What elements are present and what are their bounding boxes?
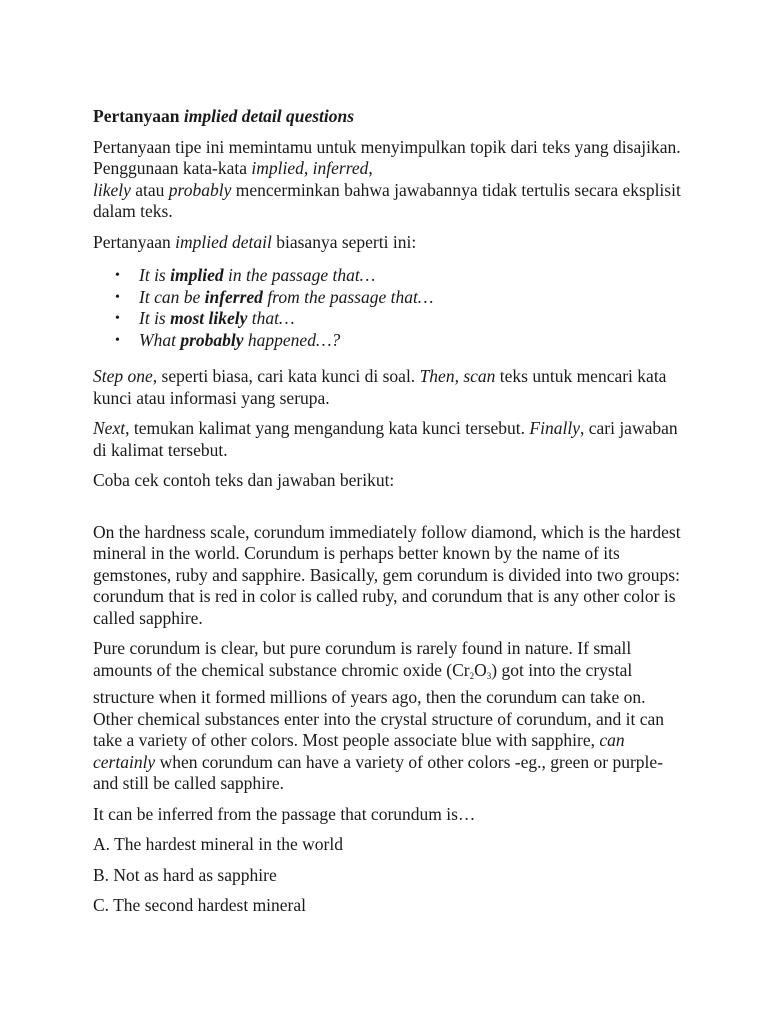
step-one-text-2: teks untuk mencari kata kunci atau informasi yang serupa. xyxy=(93,366,667,408)
heading-prefix: Pertanyaan xyxy=(93,106,184,126)
next-text-1: , temukan kalimat yang mengandung kata kunci tersebut. xyxy=(125,418,530,438)
step-one-italic-1: Step one xyxy=(93,366,153,386)
intro-text-3: atau xyxy=(130,179,169,200)
example-keyword: implied xyxy=(170,265,224,285)
step-one-paragraph xyxy=(93,366,683,409)
bullet-icon: • xyxy=(115,268,120,283)
answer-option-c: C. The second hardest mineral xyxy=(93,895,307,915)
example-text: It is xyxy=(139,308,171,328)
try-line: Coba cek contoh teks dan jawaban berikut: xyxy=(93,470,395,490)
example-item xyxy=(93,265,683,287)
example-item xyxy=(93,330,683,352)
example-text: that… xyxy=(247,308,295,328)
example-keyword: inferred xyxy=(204,286,263,307)
intro-italic-3: probably xyxy=(168,179,232,200)
subscript-2: 2 xyxy=(469,670,475,681)
intro-text-1: Pertanyaan tipe ini memintamu untuk menyimpulkan topik dari teks yang disajikan. Penggunaan kata-kata xyxy=(93,136,681,178)
passage-paragraph-1: On the hardness scale, corundum immediately follow diamond, which is the hardest mineral in the world. Corundum is perhaps better known by the name of its gemstones, ruby and sapphire. Basically, gem corundum is divided into two groups: corundum that is red in color is called ruby, and corundum that is any other color is called sapphire. xyxy=(93,521,681,628)
passage-2-italic: can certainly xyxy=(93,730,625,772)
examples-intro-italic: implied detail xyxy=(175,231,272,252)
example-item xyxy=(93,308,683,330)
intro-text-2: , xyxy=(368,158,373,178)
example-text: in the passage that… xyxy=(223,265,376,285)
examples-intro-text-1: Pertanyaan xyxy=(93,231,176,252)
example-text: from the passage that… xyxy=(262,286,434,307)
passage-2-text-3: ) got into the crystal structure when it formed millions of years ago, then the corundum can take on. Other chemical substances enter into the crystal structure of corundum, and it can take a variety of other colors. Most people associate blue with sapphire, xyxy=(93,659,664,750)
example-list xyxy=(93,265,683,351)
intro-paragraph xyxy=(93,137,683,223)
section-heading xyxy=(93,106,683,128)
example-text: happened…? xyxy=(243,329,341,350)
answer-option-b: B. Not as hard as sapphire xyxy=(93,864,277,885)
question-text: It can be inferred from the passage that corundum is… xyxy=(93,803,476,824)
next-italic-2: Finally xyxy=(529,418,580,438)
step-one-text-1: , seperti biasa, cari kata kunci di soal. xyxy=(152,366,420,386)
example-item xyxy=(93,287,683,309)
next-text-2: , cari jawaban di kalimat tersebut. xyxy=(93,418,678,460)
subscript-3: 3 xyxy=(486,670,492,681)
passage-2-text-4: when corundum can have a variety of other colors -eg., green or purple- and still be called sapphire. xyxy=(93,751,663,793)
next-italic-1: Next xyxy=(93,418,126,438)
passage-2-text-2: O xyxy=(474,659,487,680)
next-paragraph xyxy=(93,418,683,461)
spacer xyxy=(93,492,683,522)
example-text: It is xyxy=(139,265,171,285)
bullet-icon: • xyxy=(115,332,120,348)
examples-intro-text-2: biasanya seperti ini: xyxy=(271,231,417,252)
passage-paragraph-2 xyxy=(93,638,683,795)
examples-intro xyxy=(93,232,683,254)
intro-italic-2: likely xyxy=(93,179,131,200)
bullet-icon: • xyxy=(115,289,120,305)
document-page xyxy=(93,106,683,926)
heading-italic: implied detail questions xyxy=(183,106,355,126)
step-one-italic-2: Then, scan xyxy=(419,366,496,386)
bullet-icon: • xyxy=(115,311,120,326)
intro-text-4: mencerminkan bahwa jawabannya tidak tertulis secara eksplisit dalam teks. xyxy=(93,179,681,221)
passage-2-text-1: Pure corundum is clear, but pure corundum is rarely found in nature. If small amounts of the chemical substance chromic oxide (Cr xyxy=(93,638,632,680)
answer-option-a: A. The hardest mineral in the world xyxy=(93,834,343,854)
intro-italic-1: implied, inferred xyxy=(251,158,369,178)
example-keyword: most likely xyxy=(170,308,248,328)
example-text: What xyxy=(139,329,181,350)
example-text: It can be xyxy=(139,286,205,307)
example-keyword: probably xyxy=(180,329,244,350)
